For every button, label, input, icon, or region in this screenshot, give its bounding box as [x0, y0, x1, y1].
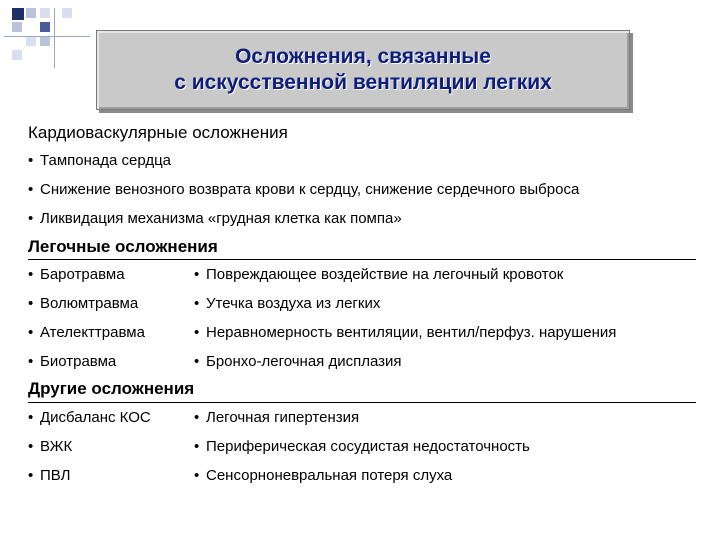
- list-item-text: Ателекттравма: [40, 324, 145, 341]
- slide-title-line-2: с искусственной вентиляции легких: [174, 71, 552, 94]
- bullet-icon: •: [194, 324, 200, 341]
- section-heading: Кардиоваскулярные осложнения: [28, 123, 288, 142]
- table-row: [28, 289, 698, 318]
- section-heading: Легочные осложнения: [28, 237, 218, 256]
- list-item-text: Бронхо-легочная дисплазия: [206, 353, 402, 370]
- section-pulmonary: [28, 233, 698, 376]
- title-banner: [96, 30, 630, 110]
- deco-square: [40, 8, 50, 18]
- list-item-text: Тампонада сердца: [40, 152, 172, 169]
- bullet-icon: •: [194, 266, 200, 283]
- list-item-text: Периферическая сосудистая недостаточность: [206, 438, 530, 455]
- list-item-text: Баротравма: [40, 266, 125, 283]
- bullet-icon: •: [28, 152, 34, 169]
- list-item-text: Снижение венозного возврата крови к сердцу, снижение сердечного выброса: [40, 181, 580, 198]
- deco-square: [12, 22, 22, 32]
- table-row: [28, 432, 698, 461]
- table-row: [28, 347, 698, 376]
- deco-square: [12, 50, 22, 60]
- bullet-icon: •: [28, 266, 34, 283]
- bullet-icon: •: [194, 438, 200, 455]
- deco-square: [26, 8, 36, 18]
- slide-content: [28, 120, 698, 490]
- bullet-icon: •: [28, 295, 34, 312]
- bullet-icon: •: [194, 295, 200, 312]
- deco-line: [4, 36, 90, 37]
- deco-square: [62, 8, 72, 18]
- deco-square: [26, 36, 36, 46]
- bullet-icon: •: [194, 467, 200, 484]
- deco-square: [12, 8, 24, 20]
- list-item-text: Ликвидация механизма «грудная клетка как помпа»: [40, 210, 402, 227]
- bullet-icon: •: [28, 438, 34, 455]
- bullet-icon: •: [194, 353, 200, 370]
- list-item-text: Неравномерность вентиляции, вентил/перфуз. нарушения: [206, 324, 617, 341]
- list-item: [28, 146, 698, 175]
- section-heading: Другие осложнения: [28, 379, 195, 398]
- section-cardiovascular: [28, 120, 698, 233]
- list-item: [28, 204, 698, 233]
- deco-square: [40, 22, 50, 32]
- slide-title-line-1: Осложнения, связанные: [235, 45, 491, 68]
- list-item: [28, 175, 698, 204]
- deco-line: [54, 8, 55, 68]
- list-item-text: Утечка воздуха из легких: [206, 295, 381, 312]
- bullet-icon: •: [194, 409, 200, 426]
- bullet-icon: •: [28, 467, 34, 484]
- list-item-text: Повреждающее воздействие на легочный кровоток: [206, 266, 564, 283]
- list-item-text: Волюмтравма: [40, 295, 139, 312]
- list-item-text: Сенсорноневральная потеря слуха: [206, 467, 453, 484]
- bullet-icon: •: [28, 181, 34, 198]
- table-row: [28, 318, 698, 347]
- deco-square: [40, 36, 50, 46]
- list-item-text: Легочная гипертензия: [206, 409, 360, 426]
- bullet-icon: •: [28, 409, 34, 426]
- list-item-text: Дисбаланс КОС: [40, 409, 151, 426]
- list-item-text: ВЖК: [40, 438, 73, 455]
- table-row: [28, 260, 698, 289]
- bullet-icon: •: [28, 324, 34, 341]
- table-row: [28, 403, 698, 432]
- table-row: [28, 461, 698, 490]
- bullet-icon: •: [28, 210, 34, 227]
- list-item-text: Биотравма: [40, 353, 117, 370]
- section-other: [28, 376, 698, 490]
- list-item-text: ПВЛ: [40, 467, 71, 484]
- bullet-icon: •: [28, 353, 34, 370]
